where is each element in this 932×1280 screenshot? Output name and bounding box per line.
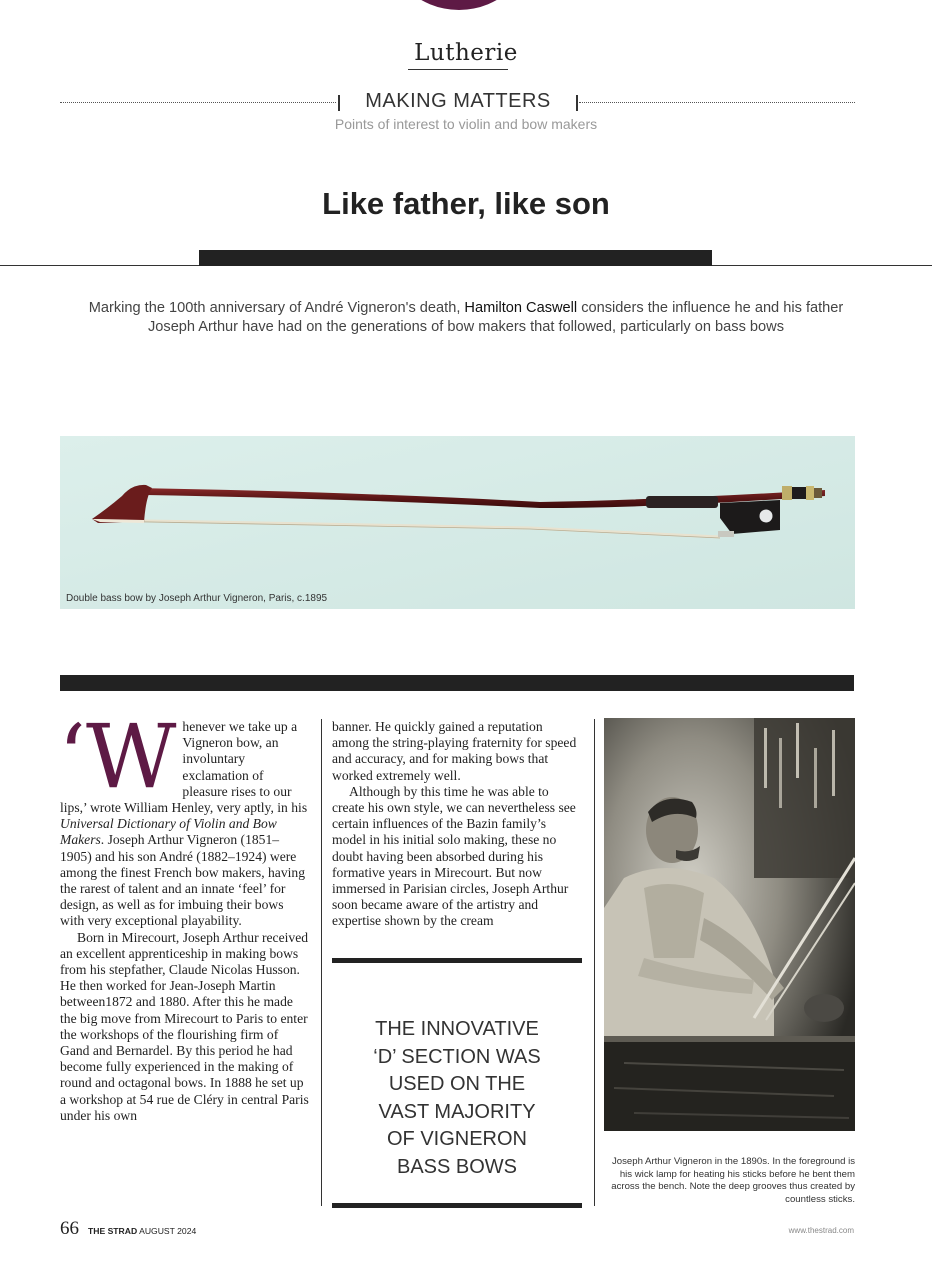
drop-cap: ‘W (58, 705, 177, 808)
section-underline (408, 69, 508, 70)
paragraph (58, 705, 310, 930)
page-number: 66 (60, 1218, 79, 1239)
bow-photo (60, 436, 855, 609)
standfirst-after: considers the influence he and his father Joseph Arthur have had on the generations of bow makers that followed, particularly on bass bows (147, 300, 844, 335)
bow-caption: Double bass bow by Joseph Arthur Vigneron, Paris, c.1895 (66, 593, 328, 604)
section-name: Lutherie (414, 40, 518, 66)
body-column-1 (58, 705, 310, 1124)
paragraph-text: . Joseph Arthur Vigneron (1851–1905) and his son André (1882–1924) were among the finest French bow makers, having the rarest of talent and an innate ‘feel’ for design, as well as for imbuing their bows with very exceptional playability. (60, 832, 306, 929)
paragraph: Although by this time he was able to create his own style, we can nevertheless see certain influences of the Bazin family’s model in his initial solo making, these no doubt having been absorbed during his formative years in Mirecourt. But now immersed in Parisian circles, Joseph Arthur soon became aware of the artistry and expertise shown by the cream (332, 783, 576, 929)
article-title: Like father, like son (322, 186, 610, 221)
pullquote-line: VAST MAJORITY (378, 1100, 536, 1123)
body-column-2 (332, 719, 582, 930)
column-divider (321, 719, 322, 1206)
columns-bar (60, 675, 854, 691)
website-link[interactable]: www.thestrad.com (788, 1226, 854, 1235)
pullquote-line: BASS BOWS (396, 1155, 518, 1178)
bow-maker-portrait (604, 718, 855, 1131)
kicker: MAKING MATTERS (365, 90, 551, 112)
pullquote-line: THE INNOVATIVE (375, 1018, 539, 1040)
pullquote-line: ‘D’ SECTION WAS (373, 1045, 541, 1068)
magazine-name: THE STRAD (88, 1226, 138, 1236)
pullquote-line: OF VIGNERON (386, 1128, 527, 1150)
kicker-rule-left (60, 102, 336, 103)
portrait-caption: Joseph Arthur Vigneron in the 1890s. In the foreground is his wick lamp for heating his sticks before he bent them across the bench. Note the deep grooves thus created by countless sticks. (611, 1156, 855, 1205)
standfirst-before: Marking the 100th anniversary of André Vigneron's death, (88, 300, 465, 316)
paragraph-text: henever we take up a Vigneron bow, an involuntary exclamation of pleasure rises to our lips,’ wrote William Henley, very aptly, in his (60, 719, 308, 816)
section-ornament (383, 0, 535, 10)
standfirst (70, 299, 862, 337)
book-title: Universal Dictionary of Violin and Bow Makers (60, 816, 277, 848)
paragraph: banner. He quickly gained a reputation among the string-playing fraternity for speed and accuracy, and for making bows that worked extremely well. (332, 719, 577, 783)
column-divider (594, 719, 595, 1206)
issue-date: AUGUST 2024 (137, 1226, 197, 1236)
standfirst-author: Hamilton Caswell (464, 300, 578, 316)
pullquote-rule-top (332, 958, 582, 963)
paragraph: Born in Mirecourt, Joseph Arthur received an excellent apprenticeship in making bows from his stepfather, Claude Nicolas Husson. He then worked for Jean-Joseph Martin between1872 and 1880. After this he made the big move from Mirecourt to Paris to enter the workshops of the flourishing firm of Gand and Bernardel. By this period he had become fully experienced in the making of round and octagonal bows. In 1888 he set up a workshop at 54 rue de Cléry in central Paris under his own (60, 929, 309, 1123)
portrait-photo (604, 718, 855, 1131)
title-bar (199, 250, 712, 266)
pullquote-line: USED ON THE (388, 1073, 526, 1095)
magazine-issue (88, 1226, 196, 1236)
bass-bow-illustration (60, 436, 855, 609)
pullquote-rule-bottom (332, 1203, 582, 1208)
kicker-subtitle: Points of interest to violin and bow makers (334, 116, 598, 132)
pullquote (340, 1016, 574, 1181)
frog-eye-icon (760, 510, 773, 523)
kicker-bar-right (576, 95, 578, 111)
kicker-rule-right (579, 102, 855, 103)
